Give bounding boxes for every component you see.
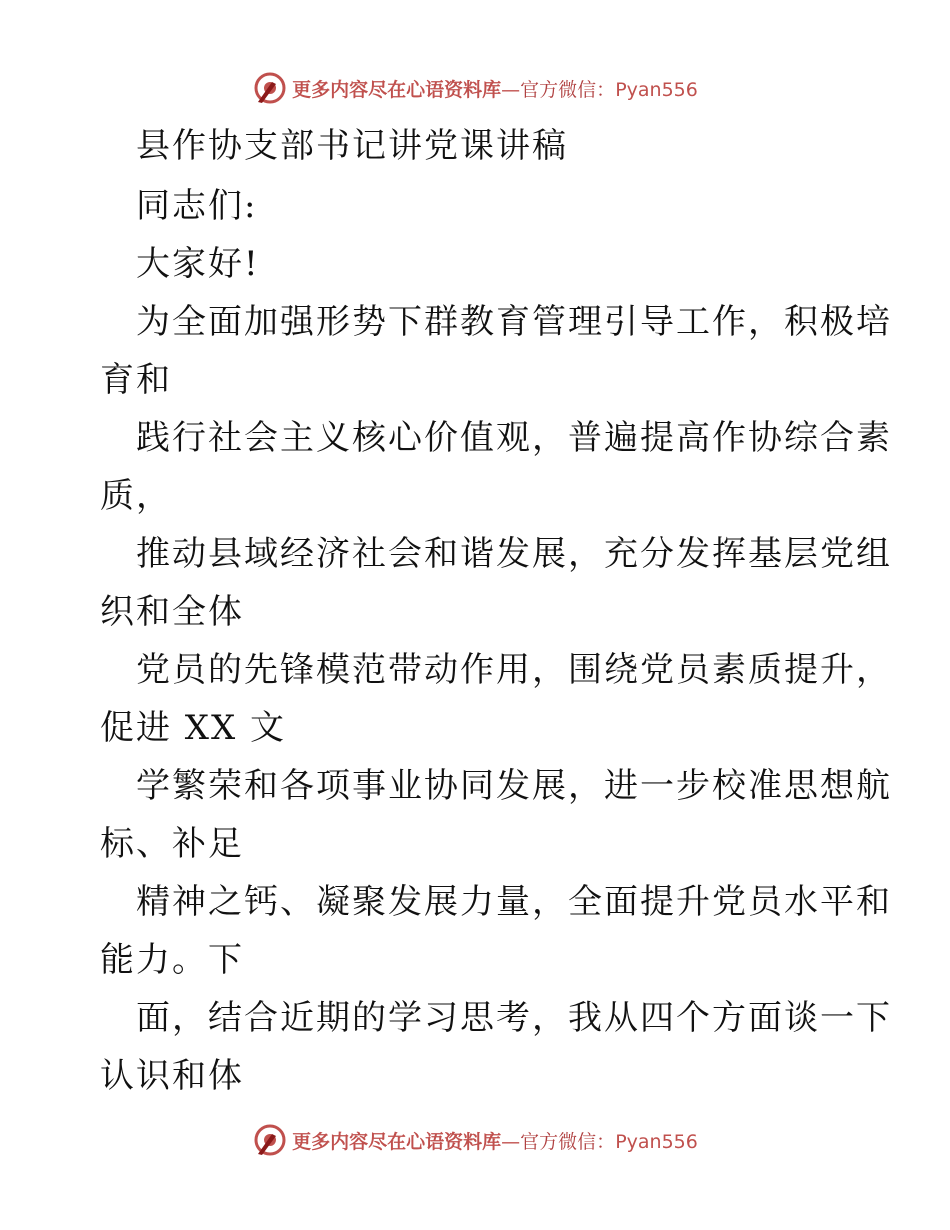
- paragraph-line: 党员的先锋模范带动作用，围绕党员素质提升，: [136, 650, 892, 690]
- paragraph-line: 促进 XX 文: [100, 708, 287, 748]
- pen-logo-icon: [252, 1122, 288, 1158]
- paragraph-line: 织和全体: [100, 592, 244, 632]
- greeting-line: 大家好!: [136, 244, 260, 284]
- footer-watermark: [0, 1122, 950, 1158]
- watermark-dash: —: [501, 78, 521, 101]
- paragraph-line: 标、补足: [100, 824, 244, 864]
- watermark-brand: 更多内容尽在心语资料库: [292, 1130, 502, 1153]
- watermark-contact-label: 官方微信：: [520, 78, 616, 101]
- watermark-contact-id: Pyan556: [615, 1130, 698, 1153]
- paragraph-line: 认识和体: [100, 1056, 244, 1096]
- watermark-contact-id: Pyan556: [615, 78, 698, 101]
- pen-logo-icon: [252, 70, 288, 106]
- watermark-dash: —: [501, 1130, 521, 1153]
- paragraph-line: 面，结合近期的学习思考，我从四个方面谈一下: [136, 998, 892, 1038]
- watermark-text: [292, 1127, 698, 1154]
- paragraph-line: 践行社会主义核心价值观，普遍提高作协综合素: [136, 418, 892, 458]
- paragraph-line: 质，: [100, 476, 172, 516]
- paragraph-line: 为全面加强形势下群教育管理引导工作，积极培: [136, 302, 892, 342]
- salutation-line: 同志们:: [136, 186, 258, 226]
- paragraph-line: 育和: [100, 360, 172, 400]
- paragraph-line: 能力。下: [100, 940, 244, 980]
- header-watermark: [0, 70, 950, 106]
- paragraph-line: 精神之钙、凝聚发展力量，全面提升党员水平和: [136, 882, 892, 922]
- document-title: 县作协支部书记讲党课讲稿: [136, 126, 568, 166]
- paragraph-line: 学繁荣和各项事业协同发展，进一步校准思想航: [136, 766, 892, 806]
- watermark-contact-label: 官方微信：: [520, 1130, 616, 1153]
- paragraph-line: 推动县域经济社会和谐发展，充分发挥基层党组: [136, 534, 892, 574]
- watermark-text: [292, 75, 698, 102]
- watermark-brand: 更多内容尽在心语资料库: [292, 78, 502, 101]
